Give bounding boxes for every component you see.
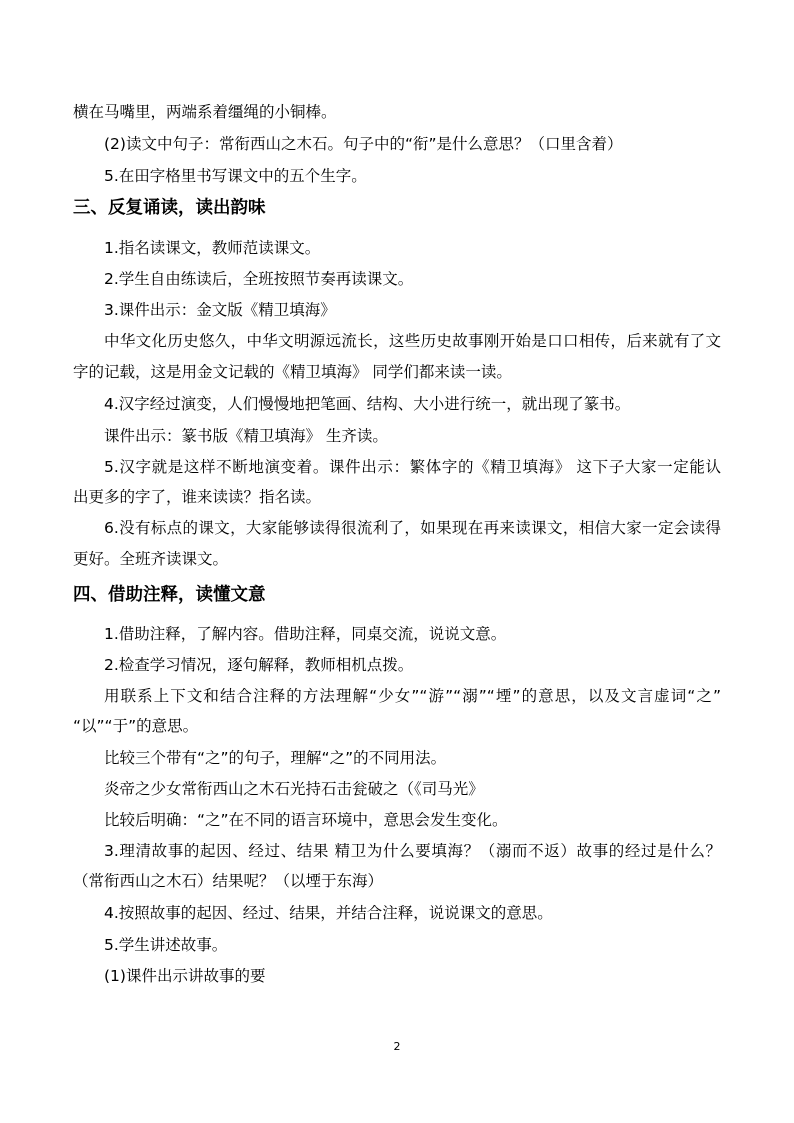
text-line: 4.按照故事的起因、经过、结果，并结合注释，说说课文的意思。 (104, 904, 553, 922)
text-line: 中华文化历史悠久，中华文明源远流长，这些历史故事刚开始是口口相传，后来就有了文 (104, 332, 721, 350)
text-line: 5.汉字就是这样不断地演变着。课件出示：繁体字的《精卫填海》 这下子大家一定能认 (104, 458, 721, 476)
text-line: 更好。全班齐读课文。 (73, 550, 229, 568)
text-line: “以”“于”的意思。 (73, 717, 199, 735)
text-line: （常衔西山之木石）结果呢？（以堙于东海） (73, 872, 384, 890)
text-line: 1.借助注释，了解内容。借助注释，同桌交流，说说文意。 (104, 625, 507, 643)
text-line: 5.在田字格里书写课文中的五个生字。 (104, 167, 367, 185)
text-line: 2.检查学习情况，逐句解释，教师相机点拨。 (104, 656, 414, 674)
text-line: 3.理清故事的起因、经过、结果 精卫为什么要填海？（溺而不返）故事的经过是什么？ (104, 842, 721, 860)
text-line: 比较后明确：“之”在不同的语言环境中，意思会发生变化。 (104, 811, 508, 829)
text-line: 比较三个带有“之”的句子，理解“之”的不同用法。 (104, 749, 447, 767)
text-line: 炎帝之少女常衔西山之木石光持石击瓮破之（《司马光》 (104, 780, 484, 798)
text-line: 用联系上下文和结合注释的方法理解“少女”“游”“溺”“堙”的意思，以及文言虚词“之” (104, 687, 721, 705)
text-line: 出更多的字了，谁来读读？指名读。 (73, 488, 322, 506)
text-line: 课件出示：篆书版《精卫填海》 生齐读。 (104, 427, 388, 445)
text-line: 3.课件出示：金文版《精卫填海》 (104, 301, 336, 319)
text-line: 6.没有标点的课文，大家能够读得很流利了，如果现在再来读课文，相信大家一定会读得 (104, 519, 721, 537)
text-line: 字的记载，这是用金文记载的《精卫填海》 同学们都来读一读。 (73, 363, 512, 381)
page-number: 2 (393, 1040, 401, 1053)
text-line: 4.汉字经过演变，人们慢慢地把笔画、结构、大小进行统一，就出现了篆书。 (104, 395, 631, 413)
text-line: 1.指名读课文，教师范读课文。 (104, 239, 321, 257)
section-heading: 四、借助注释，读懂文意 (73, 585, 266, 605)
text-line: (1)课件出示讲故事的要 (104, 967, 266, 985)
text-line: 2.学生自由练读后，全班按照节奏再读课文。 (104, 270, 414, 288)
text-line: 横在马嘴里，两端系着缰绳的小铜棒。 (73, 103, 337, 121)
section-heading: 三、反复诵读，读出韵味 (73, 198, 266, 218)
text-line: (2)读文中句子：常衔西山之木石。句子中的“衔”是什么意思？（口里含着） (104, 135, 623, 153)
text-line: 5.学生讲述故事。 (104, 936, 228, 954)
